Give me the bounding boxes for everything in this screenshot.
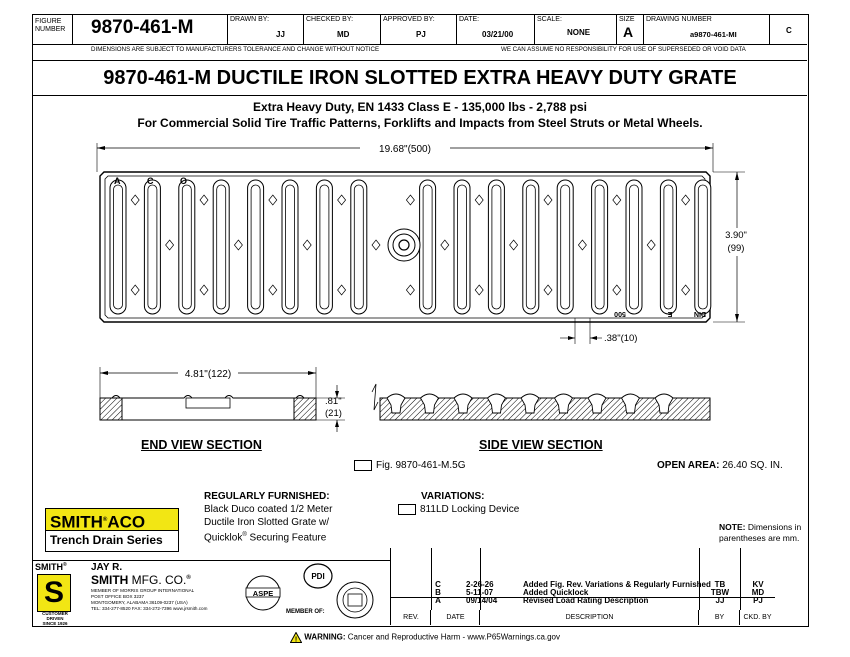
drawing-number-value: a9870-461-MI bbox=[690, 30, 737, 39]
side-view-teeth bbox=[387, 394, 673, 413]
variation-text: 811LD Locking Device bbox=[420, 504, 520, 515]
furnished-line-1: Black Duco coated 1/2 Meter bbox=[204, 504, 333, 515]
company-smith-tm bbox=[35, 562, 67, 572]
grate-slot-inner bbox=[526, 185, 535, 309]
grate-diamond bbox=[441, 240, 449, 250]
revision-table bbox=[390, 548, 775, 610]
grate-diamond bbox=[613, 285, 621, 295]
note-line-2: parentheses are mm. bbox=[719, 533, 800, 543]
company-address bbox=[91, 588, 207, 612]
grate-slot-inner bbox=[630, 185, 639, 309]
grate-slot-inner bbox=[664, 185, 673, 309]
rev-row-3-by: JJ bbox=[715, 596, 725, 605]
end-view-width-text: 4.81"(122) bbox=[184, 369, 232, 380]
company-smith-reg: ® bbox=[63, 562, 67, 568]
side-view-label: SIDE VIEW SECTION bbox=[479, 438, 603, 452]
end-view-label: END VIEW SECTION bbox=[141, 438, 262, 452]
grate-diamond bbox=[303, 240, 311, 250]
furnished-line-2: Ductile Iron Slotted Grate w/ bbox=[204, 517, 330, 528]
grate-diamond bbox=[269, 195, 277, 205]
length-dim-text: 19.68"(500) bbox=[379, 144, 431, 155]
furnished-quicklok: Quicklok bbox=[204, 532, 243, 544]
logo-smith: SMITH bbox=[50, 512, 103, 532]
seal-logo bbox=[333, 577, 377, 623]
open-area-value: 26.40 SQ. IN. bbox=[722, 460, 783, 471]
grate-slot-inner bbox=[182, 185, 191, 309]
furnished-reg-mark: ® bbox=[242, 532, 247, 538]
aspe-text: ASPE bbox=[252, 589, 274, 598]
plan-e-mark: E bbox=[667, 310, 673, 317]
checked-by-value: MD bbox=[337, 30, 350, 39]
logo-reg-mark: ® bbox=[102, 517, 108, 523]
end-view-section bbox=[100, 366, 345, 432]
subtitle-application: For Commercial Solid Tire Traffic Patterns, Forklifts and Impacts from Steel Struts or Metal Wheels. bbox=[137, 116, 703, 130]
grate-slot-inner bbox=[423, 185, 432, 309]
plan-load-mark: 500 bbox=[614, 310, 626, 317]
slot-dim-text: .38"(10) bbox=[604, 333, 638, 344]
company-jay: JAY R. bbox=[91, 562, 123, 573]
grate-diamond bbox=[475, 195, 483, 205]
grate-diamond bbox=[682, 285, 690, 295]
drawn-by-label: DRAWN BY: bbox=[230, 16, 270, 23]
rev-row-2-date: 5-11-07 bbox=[466, 588, 494, 597]
date-value: 03/21/00 bbox=[482, 30, 514, 39]
grate-diamond bbox=[647, 240, 655, 250]
variations-heading: VARIATIONS: bbox=[421, 491, 485, 502]
customer-driven-1: CUSTOMER bbox=[42, 611, 68, 616]
fig-ref-checkbox bbox=[354, 460, 372, 471]
grate-slot-inner bbox=[561, 185, 570, 309]
company-block bbox=[33, 560, 390, 627]
rev-row-1-ckd: KV bbox=[752, 580, 764, 589]
grate-diamond bbox=[578, 240, 586, 250]
company-name-mfg: MFG. CO. bbox=[128, 573, 187, 587]
end-view-depth-text: .81" bbox=[325, 396, 342, 407]
rev-row-1-by: TB bbox=[714, 580, 726, 589]
plan-letter-a: A bbox=[114, 176, 121, 186]
grate-slot-inner bbox=[320, 185, 329, 309]
grate-diamond bbox=[544, 195, 552, 205]
company-name-smith: SMITH bbox=[91, 573, 129, 587]
customer-driven-3: SINCE 1926 bbox=[42, 621, 68, 626]
furnished-line-3 bbox=[204, 529, 332, 544]
grate-slot-inner bbox=[217, 185, 226, 309]
rev-col-by: BY bbox=[698, 610, 740, 625]
drawing-title: 9870-461-M DUCTILE IRON SLOTTED EXTRA HEAVY DUTY GRATE bbox=[33, 60, 807, 96]
height-dimension bbox=[713, 172, 754, 322]
grate-slot-inner bbox=[251, 185, 260, 309]
rev-col-ckd: CKD. BY bbox=[739, 610, 775, 625]
customer-driven-2: DRIVEN bbox=[46, 616, 64, 621]
grate-diamond bbox=[544, 285, 552, 295]
company-line-1: MEMBER OF MORRIS GROUP INTERNATIONAL bbox=[91, 588, 195, 593]
dimension-note bbox=[719, 522, 801, 544]
rev-col-date: DATE bbox=[430, 610, 480, 625]
logo-aco: ACO bbox=[107, 512, 146, 532]
rev-row-3-ckd: PJ bbox=[753, 596, 763, 605]
grate-diamond bbox=[510, 240, 518, 250]
smith-aco-logo-band bbox=[46, 509, 178, 531]
grate-diamond bbox=[234, 240, 242, 250]
company-name bbox=[91, 573, 191, 587]
company-line-4: TEL: 334-277-8520 FAX: 334-272-7396 www.jrsmith.com bbox=[91, 606, 208, 611]
plan-letter-c: C bbox=[147, 176, 154, 186]
revision-table-header bbox=[390, 610, 774, 625]
smith-aco-logo bbox=[45, 508, 179, 552]
figure-number: 9870-461-M bbox=[91, 17, 194, 38]
grate-slot-inner bbox=[595, 185, 604, 309]
plan-letter-o: O bbox=[180, 176, 188, 186]
approved-by-label: APPROVED BY: bbox=[383, 16, 435, 23]
subtitle-load-rating: Extra Heavy Duty, EN 1433 Class E - 135,000 lbs - 2,788 psi bbox=[253, 100, 587, 114]
revision-value: C bbox=[786, 26, 792, 35]
grate-slot-inner bbox=[286, 185, 295, 309]
rev-row-1-rev: C bbox=[435, 580, 441, 589]
company-line-2: POST OFFICE BOX 3237 bbox=[91, 594, 145, 599]
pdi-logo bbox=[301, 561, 335, 591]
company-name-reg: ® bbox=[186, 575, 191, 581]
p65-warning bbox=[0, 632, 850, 643]
length-dimension bbox=[97, 141, 713, 172]
drawn-by-value: JJ bbox=[276, 30, 285, 39]
size-value: A bbox=[623, 24, 634, 40]
grate-slot-inner bbox=[698, 185, 707, 309]
rev-row-3-desc: Revised Load Rating Description bbox=[523, 596, 649, 605]
grate-diamond bbox=[166, 240, 174, 250]
grate-slot-inner bbox=[354, 185, 363, 309]
rev-col-rev: REV. bbox=[390, 610, 431, 625]
company-s-logo: S bbox=[37, 574, 71, 612]
height-dim-text: 3.90" bbox=[725, 230, 747, 241]
warning-bold: WARNING: bbox=[304, 632, 346, 642]
rev-row-3-rev: A bbox=[435, 596, 441, 605]
grate-diamond bbox=[406, 285, 414, 295]
grate-diamond bbox=[682, 195, 690, 205]
figure-label: FIGURE NUMBER bbox=[35, 18, 66, 33]
plan-din-mark: DIN bbox=[693, 310, 707, 317]
side-view-section bbox=[372, 384, 710, 420]
warning-text: Cancer and Reproductive Harm - www.P65Warnings.ca.gov bbox=[345, 632, 561, 642]
rev-row-2-rev: B bbox=[435, 588, 441, 597]
grate-diamond bbox=[200, 285, 208, 295]
company-smith-mark: SMITH bbox=[35, 562, 63, 572]
furnished-securing: Securing Feature bbox=[246, 532, 327, 544]
end-view-depth-mm: (21) bbox=[325, 408, 342, 419]
grate-diamond bbox=[200, 195, 208, 205]
grate-slot-inner bbox=[114, 185, 123, 309]
grate-plan-view bbox=[100, 172, 711, 322]
grate-slot-inner bbox=[458, 185, 467, 309]
member-of: MEMBER OF: bbox=[286, 609, 325, 615]
rev-col-divider-4 bbox=[740, 548, 741, 610]
note-bold: NOTE: bbox=[719, 522, 746, 532]
pdi-text: PDI bbox=[311, 572, 325, 581]
variation-checkbox bbox=[398, 504, 416, 515]
rev-row-2-ckd: MD bbox=[751, 588, 765, 597]
warning-triangle-icon bbox=[290, 632, 302, 643]
customer-driven bbox=[35, 611, 75, 626]
rev-col-desc: DESCRIPTION bbox=[479, 610, 699, 625]
aspe-logo bbox=[238, 571, 288, 615]
company-line-3: MONTGOMERY, ALABAMA 36109-0237 (USA) bbox=[91, 600, 188, 605]
variation-item bbox=[398, 503, 519, 516]
open-area-label: OPEN AREA: bbox=[657, 460, 720, 471]
variations bbox=[398, 490, 519, 516]
grate-slot-inner bbox=[148, 185, 157, 309]
checked-by-label: CHECKED BY: bbox=[306, 16, 354, 23]
date-label: DATE: bbox=[459, 16, 480, 23]
grate-diamond bbox=[338, 285, 346, 295]
disclaimer-left: DIMENSIONS ARE SUBJECT TO MANUFACTURERS TOLERANCE AND CHANGE WITHOUT NOTICE bbox=[91, 46, 380, 53]
svg-text:!: ! bbox=[294, 636, 298, 643]
grate-diamond bbox=[475, 285, 483, 295]
rev-row-2-by: TBW bbox=[710, 588, 730, 597]
approved-by-value: PJ bbox=[416, 30, 426, 39]
note-line-1 bbox=[719, 522, 801, 533]
grate-diamond bbox=[406, 195, 414, 205]
size-label: SIZE bbox=[619, 16, 635, 23]
furnished-heading: REGULARLY FURNISHED: bbox=[204, 491, 330, 502]
grate-diamond bbox=[613, 195, 621, 205]
fig-ref-text: Fig. 9870-461-M.5G bbox=[376, 460, 466, 472]
grate-diamond bbox=[131, 195, 139, 205]
rev-row-2-desc: Added Quicklock bbox=[523, 588, 589, 597]
logo-series: Trench Drain Series bbox=[50, 533, 163, 547]
drawing-number-label: DRAWING NUMBER bbox=[646, 16, 712, 23]
scale-label: SCALE: bbox=[537, 16, 562, 23]
grate-diamond bbox=[269, 285, 277, 295]
rev-row-1-date: 2-26-26 bbox=[466, 580, 494, 589]
grate-diamond bbox=[372, 240, 380, 250]
grate-slot-inner bbox=[492, 185, 501, 309]
note-text-1: Dimensions in bbox=[745, 522, 802, 532]
rev-col-divider-3 bbox=[699, 548, 700, 610]
figure-reference bbox=[354, 460, 466, 471]
disclaimer-right: WE CAN ASSUME NO RESPONSIBILITY FOR USE OF SUPERSEDED OR VOID DATA bbox=[501, 46, 746, 53]
scale-value: NONE bbox=[567, 28, 591, 37]
open-area bbox=[657, 460, 783, 471]
rev-row-3-date: 09/14/04 bbox=[466, 596, 498, 605]
rev-row-1-desc: Added Fig. Rev. Variations & Regularly Furnished bbox=[523, 580, 711, 589]
quicklok-boss bbox=[388, 229, 420, 261]
height-dim-mm: (99) bbox=[727, 243, 745, 254]
grate-diamond bbox=[131, 285, 139, 295]
regularly-furnished bbox=[204, 490, 332, 544]
grate-diamond bbox=[338, 195, 346, 205]
